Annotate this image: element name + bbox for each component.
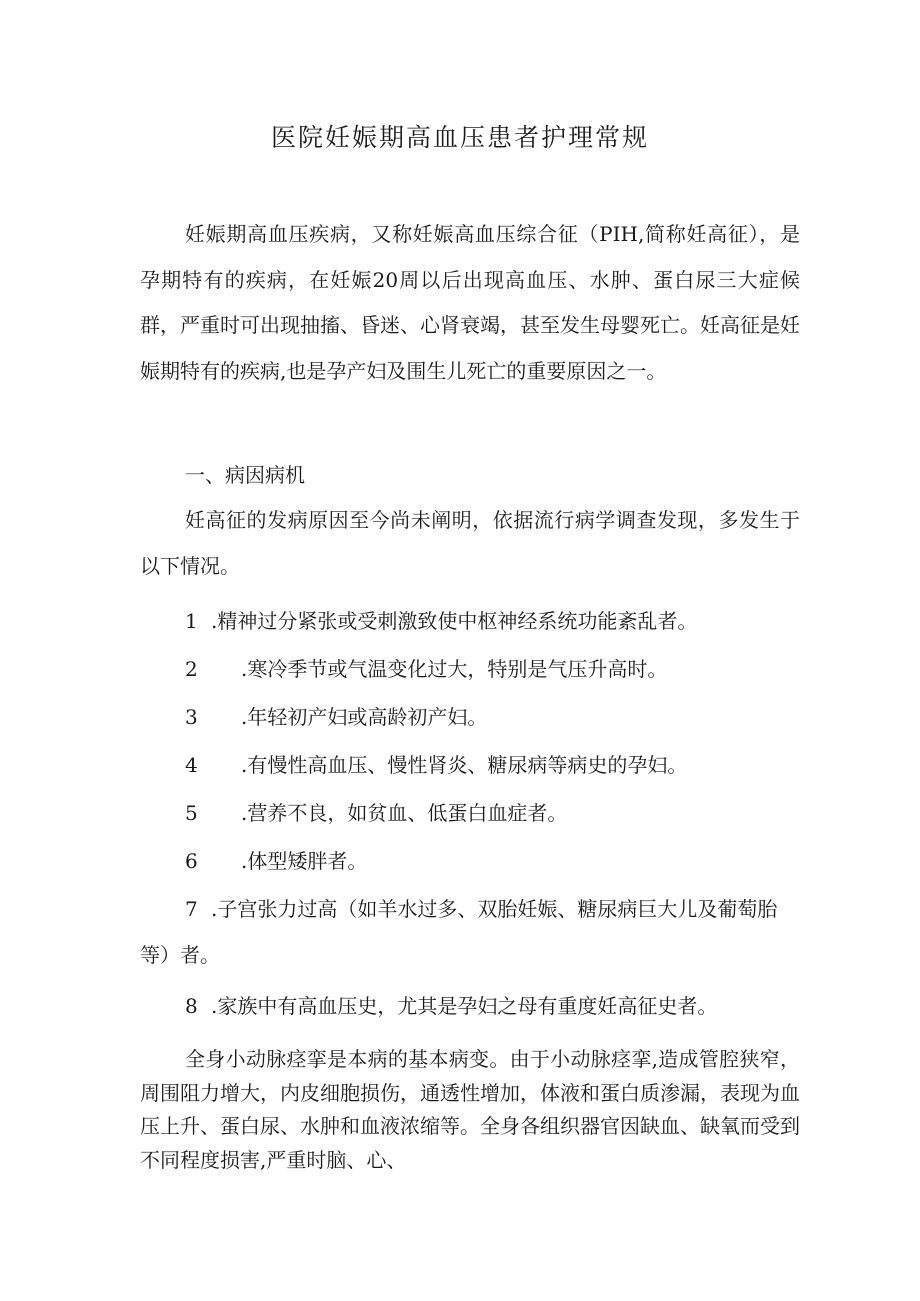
list-item-text: .子宫张力过高（如羊水过多、双胎妊娠、糖尿病巨大儿及葡萄胎等）者。 [140, 897, 778, 967]
list-item-number: 5 [185, 801, 198, 825]
list-item [185, 988, 805, 1024]
list-item-text: .有慢性高血压、慢性肾炎、糖尿病等病史的孕妇。 [241, 753, 688, 777]
list-item-text: .年轻初产妇或高龄初产妇。 [241, 705, 488, 729]
section-lead-paragraph: 妊高征的发病原因至今尚未阐明，依据流行病学调查发现，多发生于以下情况。 [140, 508, 800, 578]
list-item [185, 603, 805, 639]
list-item-text: .寒冷季节或气温变化过大，特别是气压升高时。 [241, 657, 668, 681]
intro-paragraph: 妊娠期高血压疾病，又称妊娠高血压综合征（PIH,简称妊高征），是孕期特有的疾病，在妊娠20周以后出现高血压、水肿、蛋白尿三大症候群，严重时可出现抽搐、昏迷、心肾衰竭，甚至发生母婴死亡。妊高征是妊娠期特有的疾病,也是孕产妇及围生儿死亡的重要原因之一。 [140, 222, 800, 383]
list-item [140, 887, 800, 978]
pathology-paragraph: 全身小动脉痉挛是本病的基本病变。由于小动脉痉挛,造成管腔狭窄，周围阻力增大，内皮细胞损伤，通透性增加，体液和蛋白质渗漏，表现为血压上升、蛋白尿、水肿和血液浓缩等。全身各组织器官因缺血、缺氧而受到不同程度损害,严重时脑、心、 [140, 1047, 800, 1172]
list-item [185, 651, 805, 687]
list-item-number: 8 [185, 994, 198, 1018]
list-item-number: 1 [185, 609, 198, 633]
list-item [185, 699, 805, 735]
document-title: 医院妊娠期高血压患者护理常规 [270, 123, 649, 152]
list-item [185, 795, 805, 831]
list-item-number: 7 [185, 897, 198, 921]
list-item-number: 4 [185, 753, 198, 777]
list-item-number: 2 [185, 657, 198, 681]
list-item-text: .家族中有高血压史，尤其是孕妇之母有重度妊高征史者。 [211, 994, 718, 1018]
section-heading-etiology: 一、病因病机 [185, 463, 305, 487]
list-item-number: 6 [185, 849, 198, 873]
list-item [185, 747, 805, 783]
list-item [185, 843, 805, 879]
list-item-text: .精神过分紧张或受刺激致使中枢神经系统功能紊乱者。 [211, 609, 698, 633]
list-item-number: 3 [185, 705, 198, 729]
list-item-text: .营养不良，如贫血、低蛋白血症者。 [241, 801, 568, 825]
list-item-text: .体型矮胖者。 [241, 849, 368, 873]
